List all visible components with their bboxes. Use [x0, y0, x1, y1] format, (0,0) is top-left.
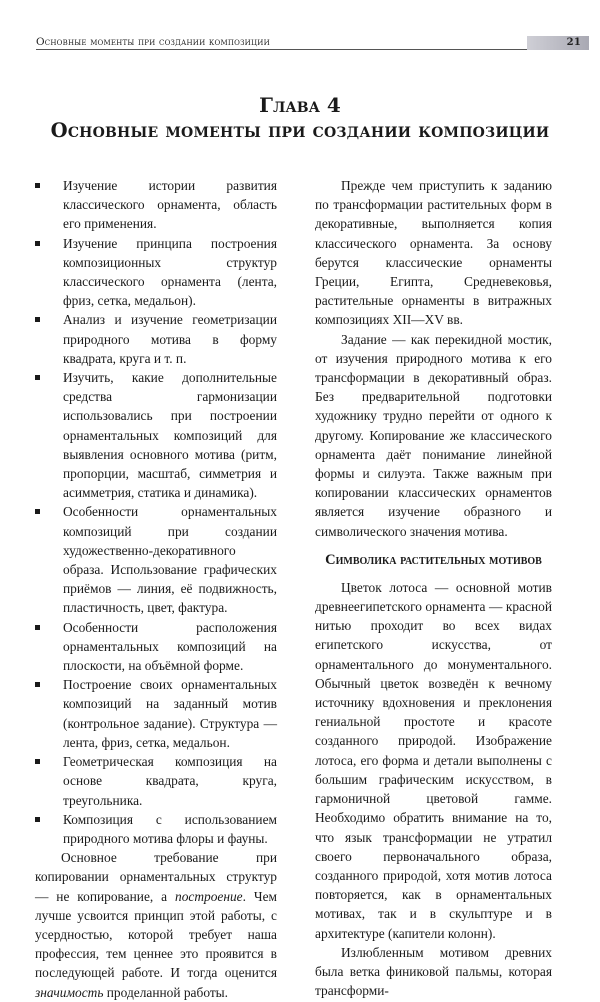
square-bullet-icon	[35, 625, 40, 630]
chapter-heading	[0, 92, 600, 144]
list-item: Композиция с использованием природного мотива флоры и фауны.	[35, 810, 277, 848]
list-item: Особенности расположения орнаментальных композиций на плоскости, на объёмной форме.	[35, 618, 277, 676]
left-column	[35, 176, 277, 1002]
list-item: Геометрическая композиция на основе квадрата, круга, треугольника.	[35, 752, 277, 810]
square-bullet-icon	[35, 317, 40, 322]
emphasis-construction: построение	[175, 888, 243, 904]
square-bullet-icon	[35, 509, 40, 514]
square-bullet-icon	[35, 817, 40, 822]
running-title: Основные моменты при создании композиции	[36, 36, 270, 48]
paragraph-task: Задание — как перекидной мостик, от изучения природного мотива к его трансформации в декоративный образ. Без предварительной подготовки художнику трудно перейти от одного к другому. Копирование же классического орнамента даёт понимание линейной формы и силуэта. Также важным при копировании классических орнаментов является изучение образного и символического значения мотива.	[315, 331, 552, 539]
emphasis-significance: значимость	[35, 984, 104, 1000]
paragraph-intro: Прежде чем приступить к заданию по трансформации растительных форм в декоративные, выполняется копия классического орнамента. За основу берутся классические орнаменты Греции, Египта, Средневековья, растительные орнаменты в витражных композициях XII—XV вв.	[315, 178, 552, 328]
list-item: Изучение принципа построения композиционных структур классического орнамента (лента, фриз, сетка, медальон).	[35, 234, 277, 311]
list-item: Изучить, какие дополнительные средства гармонизации использовались при построении орнаментальных композиций для выявления основного мотива (ритм, пропорции, масштаб, симметрия и асимметрия, статика и динамика).	[35, 368, 277, 502]
page-number: 21	[527, 36, 589, 50]
list-item: Особенности орнаментальных композиций при создании художественно-декоративного образа. Использование графических приёмов — линия, её подвижность, пластичность, цвет, фактура.	[35, 502, 277, 617]
right-column	[315, 176, 552, 1000]
list-item: Построение своих орнаментальных композиций на заданный мотив (контрольное задание). Структура — лента, фриз, сетка, медальон.	[35, 675, 277, 752]
objectives-list	[35, 176, 277, 848]
header-rule	[36, 49, 556, 50]
paragraph-lotus: Цветок лотоса — основной мотив древнеегипетского орнамента — красной нитью проходит во всех видах египетского искусства, от орнаментального до монументального. Обычный цветок возведён к вечному источнику вдохновения и преклонения гениальной простоте и красоте созданного природой. Изображение лотоса, его форма и детали выполнены с большим графическим искусством, в гармоничной цветовой гамме. Необходимо обратить внимание на то, что язык трансформации не утратил своего первоначального образа, созданного природой, хотя мотив лотоса повторяется, как в орнаментальных мотивах, так и в скульптуре и в архитектуре (капители колонн).	[315, 579, 552, 941]
chapter-title: Основные моменты при создании композиции	[50, 119, 550, 142]
section-heading: Символика растительных мотивов	[325, 551, 542, 568]
paragraph-palm: Излюбленным мотивом древних была ветка финиковой пальмы, которая трансформи-	[315, 944, 552, 999]
running-header	[36, 36, 581, 48]
square-bullet-icon	[35, 759, 40, 764]
square-bullet-icon	[35, 241, 40, 246]
list-item: Изучение истории развития классического орнамента, область его применения.	[35, 176, 277, 234]
square-bullet-icon	[35, 375, 40, 380]
square-bullet-icon	[35, 183, 40, 188]
square-bullet-icon	[35, 682, 40, 687]
list-item: Анализ и изучение геометризации природного мотива в форму квадрата, круга и т. п.	[35, 310, 277, 368]
chapter-number: Глава 4	[259, 93, 341, 117]
closing-paragraph: Основное требование при копировании орнаментальных структур — не копирование, а построение. Чем лучше усвоится принцип этой работы, с усердностью, которой требует наша профессия, тем ценнее это проявится в последующей работе. И тогда оценится значимость проделанной работы.	[35, 850, 277, 1000]
